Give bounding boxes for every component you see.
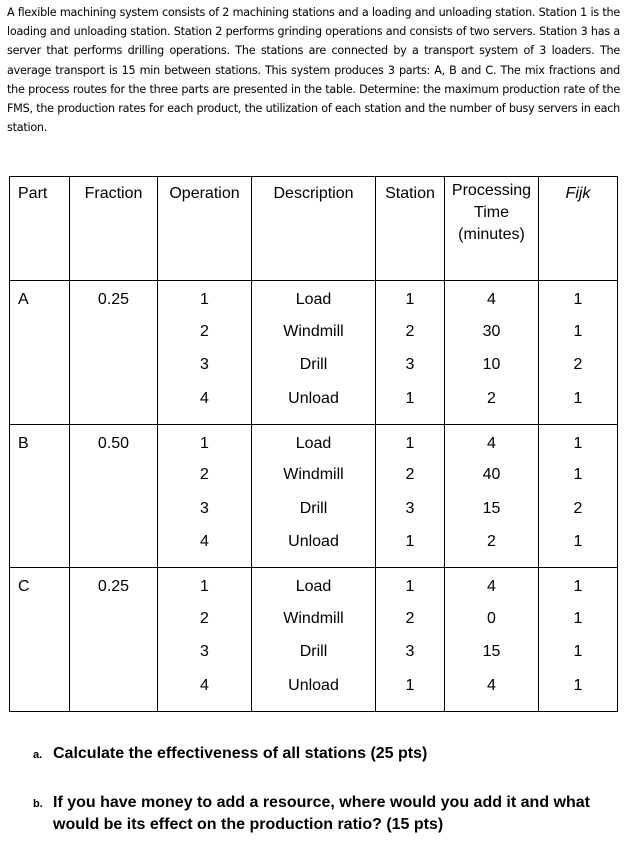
fijk-cell: 2 [539,492,618,526]
processing-time-cell: 4 [445,424,539,458]
processing-time-cell: 30 [445,315,539,349]
fijk-cell: 1 [539,669,618,712]
table-row [10,315,618,349]
station-cell: 1 [376,568,445,602]
operation-cell: 4 [158,669,252,712]
operation-cell: 1 [158,568,252,602]
processing-time-cell: 15 [445,492,539,526]
question-text: Calculate the effectiveness of all stations (25 pts) [53,745,428,762]
processing-time-cell: 10 [445,348,539,382]
fraction-cell [70,669,158,712]
station-cell: 2 [376,602,445,636]
table-row [10,525,618,568]
fraction-cell [70,458,158,492]
operation-cell: 3 [158,348,252,382]
part-cell [10,635,70,669]
fijk-cell: 1 [539,635,618,669]
fijk-cell: 1 [539,382,618,425]
fraction-cell: 0.25 [70,568,158,602]
fijk-cell: 1 [539,315,618,349]
fraction-cell [70,315,158,349]
fijk-cell: 1 [539,458,618,492]
header-operation: Operation [158,177,252,281]
operation-cell: 3 [158,492,252,526]
part-cell [10,458,70,492]
part-cell [10,602,70,636]
station-cell: 1 [376,525,445,568]
operation-cell: 2 [158,458,252,492]
description-cell: Unload [252,382,376,425]
fijk-cell: 1 [539,602,618,636]
question-b [33,792,613,836]
station-cell: 1 [376,669,445,712]
question-marker: b. [33,798,43,810]
table-row [10,382,618,425]
part-cell: C [10,568,70,602]
table-header-row [10,177,618,281]
station-cell: 3 [376,348,445,382]
fraction-cell [70,348,158,382]
description-cell: Drill [252,492,376,526]
part-cell: A [10,281,70,315]
description-cell: Drill [252,635,376,669]
header-description: Description [252,177,376,281]
header-fraction: Fraction [70,177,158,281]
fraction-cell: 0.50 [70,424,158,458]
part-cell: B [10,424,70,458]
table-row [10,635,618,669]
table-row [10,568,618,602]
fijk-cell: 2 [539,348,618,382]
fraction-cell [70,382,158,425]
station-cell: 1 [376,382,445,425]
description-cell: Drill [252,348,376,382]
description-cell: Windmill [252,458,376,492]
station-cell: 1 [376,281,445,315]
table-row [10,602,618,636]
station-cell: 2 [376,315,445,349]
station-cell: 2 [376,458,445,492]
processing-time-cell: 4 [445,568,539,602]
fijk-cell: 1 [539,424,618,458]
header-processing-time: Processing Time (minutes) [445,177,539,281]
question-marker: a. [33,749,43,761]
fijk-cell: 1 [539,525,618,568]
question-a [33,743,613,766]
fijk-cell: 1 [539,281,618,315]
description-cell: Load [252,568,376,602]
station-cell: 3 [376,635,445,669]
table-row [10,458,618,492]
header-station: Station [376,177,445,281]
fraction-cell [70,635,158,669]
part-cell [10,382,70,425]
operation-cell: 2 [158,602,252,636]
table-row [10,669,618,712]
operation-cell: 4 [158,382,252,425]
description-cell: Unload [252,525,376,568]
header-fijk: Fijk [539,177,618,281]
operation-cell: 2 [158,315,252,349]
fraction-cell [70,492,158,526]
operation-cell: 1 [158,281,252,315]
table-row [10,424,618,458]
fraction-cell: 0.25 [70,281,158,315]
processing-time-cell: 0 [445,602,539,636]
description-cell: Load [252,424,376,458]
processing-time-cell: 2 [445,525,539,568]
station-cell: 1 [376,424,445,458]
processing-time-cell: 2 [445,382,539,425]
processing-time-cell: 4 [445,281,539,315]
description-cell: Windmill [252,315,376,349]
part-cell [10,348,70,382]
operation-cell: 4 [158,525,252,568]
table-row [10,348,618,382]
processing-time-cell: 4 [445,669,539,712]
processing-time-cell: 40 [445,458,539,492]
part-cell [10,315,70,349]
problem-statement: A flexible machining system consists of 2 machining stations and a loading and unloading station. Station 1 is the loading and unloading station. Station 2 performs grinding operations and consists of two servers. Station 3 has a server that performs drilling operations. The stations are connected by a transport system of 3 loaders. The average transport is 15 min between stations. This system produces 3 parts: A, B and C. The mix fractions and the process routes for the three parts are presented in the table. Determine: the maximum production rate of the FMS, the production rates for each product, the utilization of each station and the number of busy servers in each station. [7,6,620,135]
table-row [10,492,618,526]
processing-time-cell: 15 [445,635,539,669]
operation-cell: 1 [158,424,252,458]
fraction-cell [70,525,158,568]
description-cell: Unload [252,669,376,712]
station-cell: 3 [376,492,445,526]
part-cell [10,525,70,568]
process-table [9,176,618,712]
table-row [10,281,618,315]
description-cell: Load [252,281,376,315]
part-cell [10,492,70,526]
fijk-cell: 1 [539,568,618,602]
header-part: Part [10,177,70,281]
operation-cell: 3 [158,635,252,669]
fraction-cell [70,602,158,636]
part-cell [10,669,70,712]
question-text: If you have money to add a resource, where would you add it and what would be its effect on the production ratio? (15 pts) [53,794,590,833]
description-cell: Windmill [252,602,376,636]
